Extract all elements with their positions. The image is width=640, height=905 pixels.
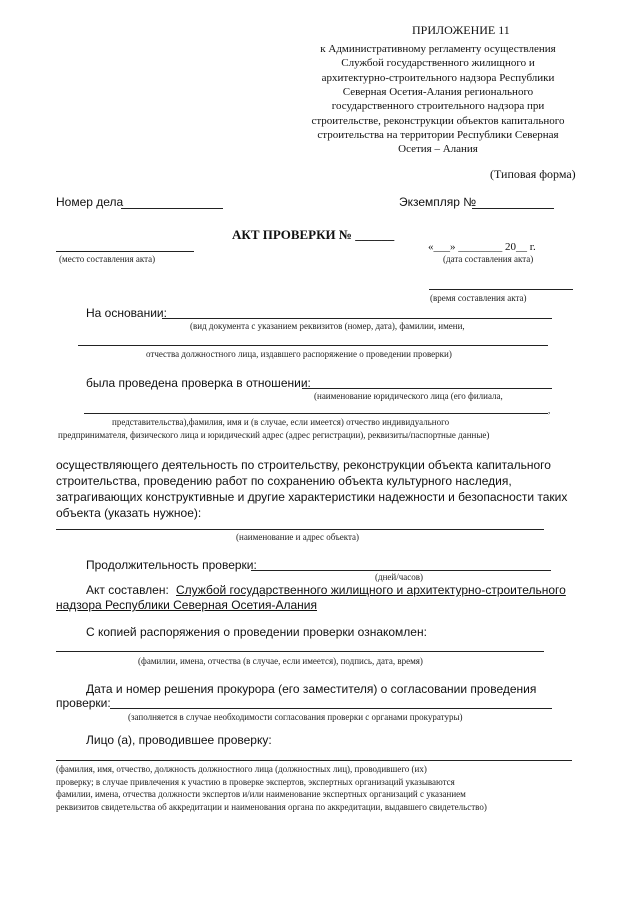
appendix-title: ПРИЛОЖЕНИЕ 11 [412,23,510,37]
case-number-label: Номер дела [56,195,124,209]
object-field[interactable] [56,529,544,530]
basis-field[interactable] [162,318,552,319]
activity-line: объекта (указать нужное): [56,506,202,520]
copy-number-field[interactable] [472,208,554,209]
prosecutor-line-2: проверки: [56,696,111,710]
inspected-caption-1: (наименование юридического лица (его филиала, [314,391,503,401]
appendix-line: Осетия – Алания [398,143,478,156]
place-caption: (место составления акта) [59,254,156,264]
activity-line: затрагивающих конструктивные и другие характеристики надежности и безопасности таких [56,490,568,504]
acquainted-label: С копией распоряжения о проведении проверки ознакомлен: [86,625,427,639]
duration-caption: (дней/часов) [375,572,423,582]
person-label: Лицо (а), проводившее проверку: [86,733,272,747]
inspected-label: была проведена проверка в отношении: [86,376,311,390]
appendix-line: государственного строительного надзора при [331,100,545,113]
activity-line: осуществляющего деятельность по строительству, реконструкции объекта капитального [56,458,551,472]
prosecutor-caption: (заполняется в случае необходимости согласования проверки с органами прокуратуры) [128,712,463,722]
case-number-field[interactable] [121,208,223,209]
date-caption: (дата составления акта) [443,254,534,264]
inspected-caption-3: предпринимателя, физического лица и юридический адрес (адрес регистрации), реквизиты/паспортные данные) [58,430,490,440]
inspected-field-2[interactable] [84,413,548,414]
act-title: АКТ ПРОВЕРКИ № ______ [232,227,395,242]
person-caption-line: (фамилия, имя, отчество, должность должностного лица (должностных лиц), проводившего (их) [56,764,427,774]
basis-caption-2: отчества должностного лица, издавшего распоряжение о проведении проверки) [146,349,452,359]
prosecutor-line-1: Дата и номер решения прокурора (его заместителя) о согласовании проведения [86,682,537,696]
place-field[interactable] [56,251,194,252]
object-caption: (наименование и адрес объекта) [236,532,360,542]
duration-label: Продолжительность проверки: [86,558,257,572]
person-caption-line: фамилии, имена, отчества должности экспертов и/или наименование экспертных организаций с указанием [56,789,466,799]
compiled-value-1: Службой государственного жилищного и архитектурно-строительного [176,583,566,597]
basis-field-2[interactable] [78,345,548,346]
person-caption-line: реквизитов свидетельства об аккредитации и наименования органа по аккредитации, выдавшего свидетельство) [56,801,487,812]
activity-line: строительства, проведению работ по сохранению объекта культурного наследия, [56,474,512,488]
acquainted-field[interactable] [56,651,544,652]
compiled-value-2: надзора Республики Северная Осетия-Алания [56,598,318,612]
copy-number-label: Экземпляр № [399,195,477,209]
duration-field[interactable] [251,570,551,571]
compiled-label: Акт составлен: [86,583,169,597]
basis-caption-1: (вид документа с указанием реквизитов (номер, дата), фамилии, имени, [190,321,465,331]
time-caption: (время составления акта) [430,293,527,303]
prosecutor-field[interactable] [110,708,552,709]
appendix-line: архитектурно-строительного надзора Республики [321,71,555,84]
appendix-line: строительстве, реконструкции объектов капитального [311,114,565,127]
person-caption-line: проверку; в случае привлечения к участию в проверке экспертов, экспертных организаций указываются [56,776,455,787]
time-field[interactable] [429,289,573,290]
appendix-line: строительства на территории Республики Северная [317,128,559,141]
inspected-caption-2: представительства),фамилия, имя и (в случае, если имеется) отчество индивидуального [112,417,450,427]
form-type-label: (Типовая форма) [490,167,576,181]
inspected-field[interactable] [302,388,552,389]
date-field[interactable]: «___» ________ 20__ г. [428,241,536,253]
appendix-line: Службой государственного жилищного и [341,57,535,70]
appendix-line: Северная Осетия-Алания регионального [342,85,534,98]
basis-label: На основании: [86,306,167,320]
person-field[interactable] [56,760,572,761]
acquainted-caption: (фамилии, имена, отчества (в случае, если имеется), подпись, дата, время) [138,656,423,666]
appendix-line: к Административному регламенту осуществления [320,43,556,55]
